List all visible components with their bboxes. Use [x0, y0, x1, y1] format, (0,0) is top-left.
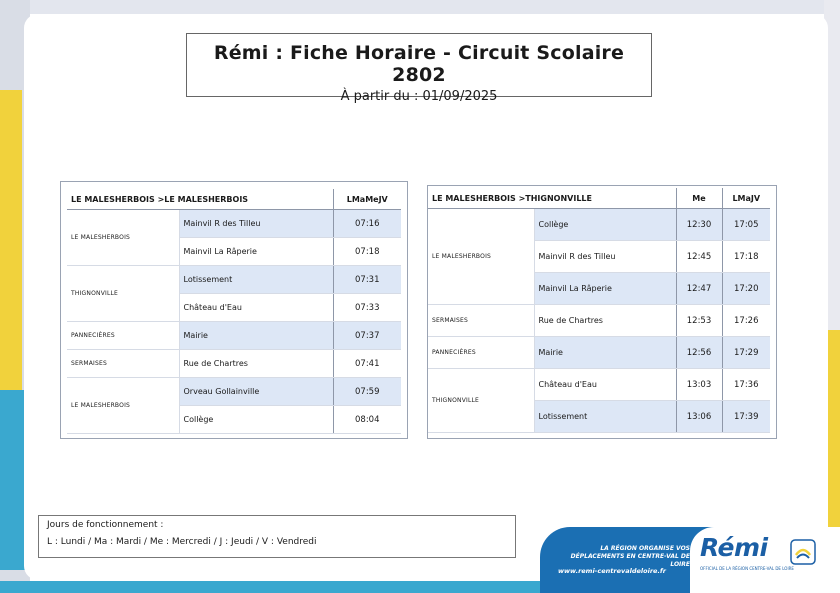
departure-time: 17:20	[722, 273, 770, 305]
stop-name: Mairie	[179, 322, 333, 350]
stop-name: Rue de Chartres	[534, 305, 676, 337]
brand-tagline: LA RÉGION ORGANISE VOS DÉPLACEMENTS EN CENTRE-VAL DE LOIRE	[570, 545, 690, 568]
stop-name: Château d'Eau	[534, 369, 676, 401]
stop-name: Château d'Eau	[179, 294, 333, 322]
departure-time: 12:53	[676, 305, 722, 337]
departure-time: 12:56	[676, 337, 722, 369]
departure-time: 13:03	[676, 369, 722, 401]
column-header-days: LMaMeJV	[333, 189, 401, 210]
decorative-stripe-teal	[0, 390, 26, 570]
departure-time: 07:16	[333, 210, 401, 238]
departure-time: 07:41	[333, 350, 401, 378]
page-title: Rémi : Fiche Horaire - Circuit Scolaire 2802	[213, 42, 625, 86]
column-header-days: LMaJV	[722, 188, 770, 209]
route-heading: LE MALESHERBOIS >THIGNONVILLE	[428, 188, 676, 209]
stop-name: Mainvil R des Tilleu	[534, 241, 676, 273]
departure-time: 17:18	[722, 241, 770, 273]
stop-name: Orveau Gollainville	[179, 378, 333, 406]
timetable-row	[67, 210, 401, 238]
commune-name: LE MALESHERBOIS	[428, 209, 534, 305]
departure-time: 07:18	[333, 238, 401, 266]
commune-name: LE MALESHERBOIS	[67, 378, 179, 434]
stop-name: Rue de Chartres	[179, 350, 333, 378]
title-box	[186, 33, 652, 104]
departure-time: 17:39	[722, 401, 770, 433]
timetable-left-panel	[60, 181, 408, 439]
decorative-stripe-yellow	[0, 90, 22, 390]
departure-time: 08:04	[333, 406, 401, 434]
timetable-row	[428, 209, 770, 241]
legend-title: Jours de fonctionnement :	[47, 520, 164, 530]
commune-name: LE MALESHERBOIS	[67, 210, 179, 266]
timetable-row	[428, 337, 770, 369]
region-emblem-icon	[790, 539, 816, 565]
stop-name: Collège	[179, 406, 333, 434]
departure-time: 17:29	[722, 337, 770, 369]
stop-name: Lotissement	[179, 266, 333, 294]
commune-name: THIGNONVILLE	[67, 266, 179, 322]
timetable-right	[428, 188, 770, 433]
timetable-left	[67, 189, 401, 434]
commune-name: SERMAISES	[428, 305, 534, 337]
page-subtitle: À partir du : 01/09/2025	[340, 89, 498, 104]
departure-time: 07:37	[333, 322, 401, 350]
commune-name: THIGNONVILLE	[428, 369, 534, 433]
departure-time: 17:26	[722, 305, 770, 337]
brand-logo-area	[690, 527, 840, 593]
legend-days: L : Lundi / Ma : Mardi / Me : Mercredi / J : Jeudi / V : Vendredi	[47, 537, 317, 547]
departure-time: 12:45	[676, 241, 722, 273]
commune-name: SERMAISES	[67, 350, 179, 378]
decorative-stripe-yellow-right	[828, 330, 840, 530]
remi-logo-caption: OFFICIAL DE LA RÉGION CENTRE-VAL DE LOIRE	[700, 566, 794, 571]
commune-name: PANNECIÈRES	[428, 337, 534, 369]
timetable-row	[67, 322, 401, 350]
commune-name: PANNECIÈRES	[67, 322, 179, 350]
timetable-row	[67, 378, 401, 406]
departure-time: 07:33	[333, 294, 401, 322]
stop-name: Mairie	[534, 337, 676, 369]
brand-url: www.remi-centrevaldeloire.fr	[558, 567, 666, 575]
departure-time: 07:31	[333, 266, 401, 294]
remi-logo: Rémi	[700, 533, 768, 562]
stop-name: Mainvil R des Tilleu	[179, 210, 333, 238]
operating-days-legend	[38, 515, 516, 558]
departure-time: 12:47	[676, 273, 722, 305]
route-heading: LE MALESHERBOIS >LE MALESHERBOIS	[67, 189, 333, 210]
timetable-row	[67, 350, 401, 378]
decorative-border-top	[0, 0, 840, 14]
brand-banner	[540, 527, 840, 593]
timetable-row	[428, 369, 770, 401]
timetable-right-panel	[427, 185, 777, 439]
departure-time: 07:59	[333, 378, 401, 406]
stop-name: Mainvil La Râperie	[534, 273, 676, 305]
column-header-me: Me	[676, 188, 722, 209]
timetable-row	[67, 266, 401, 294]
departure-time: 13:06	[676, 401, 722, 433]
stop-name: Collège	[534, 209, 676, 241]
departure-time: 17:36	[722, 369, 770, 401]
timetable-row	[428, 305, 770, 337]
stop-name: Mainvil La Râperie	[179, 238, 333, 266]
departure-time: 17:05	[722, 209, 770, 241]
stop-name: Lotissement	[534, 401, 676, 433]
departure-time: 12:30	[676, 209, 722, 241]
